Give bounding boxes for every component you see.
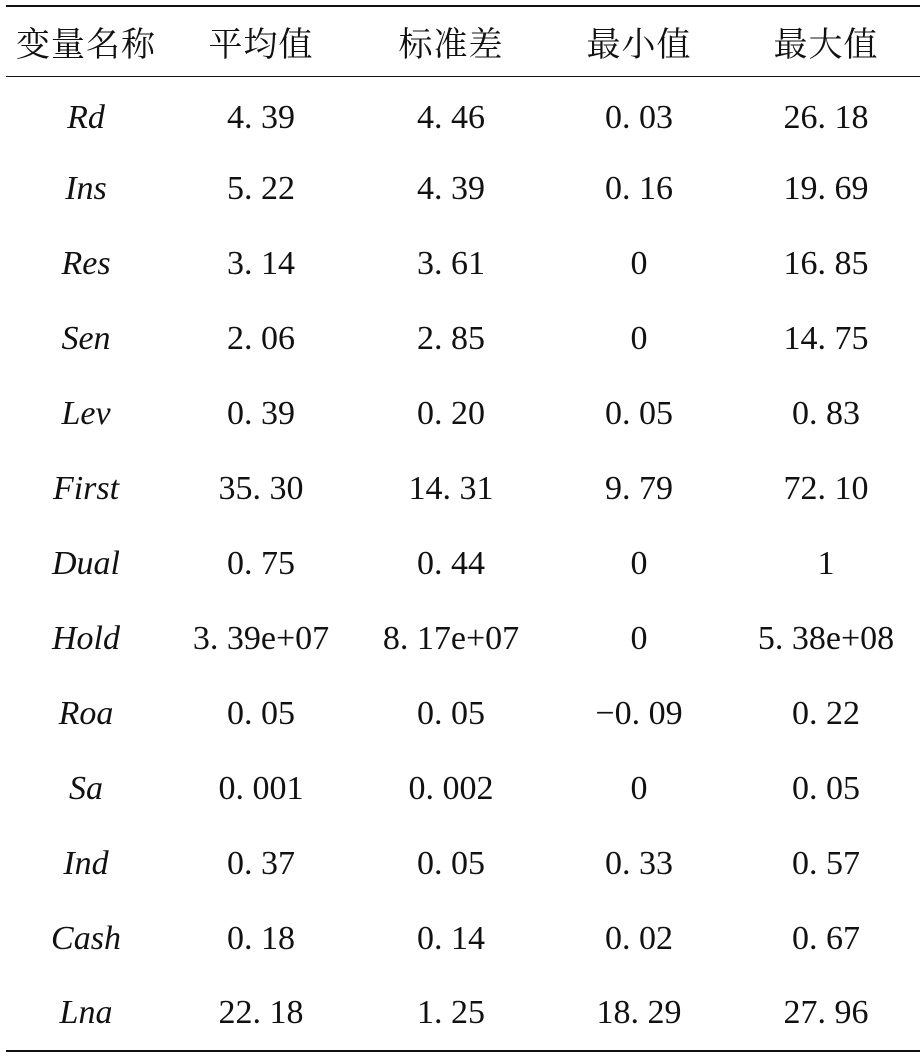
cell-max: 26. 18 — [783, 98, 869, 136]
cell-std-dev: 14. 31 — [408, 469, 494, 507]
table-row — [6, 226, 920, 301]
cell-std-dev: 4. 39 — [417, 169, 485, 207]
cell-mean: 22. 18 — [218, 994, 304, 1031]
cell-std-dev: 3. 61 — [417, 244, 485, 282]
header-std-dev: 标准差 — [398, 24, 504, 65]
cell-mean: 4. 39 — [227, 98, 295, 136]
cell-variable: Rd — [67, 98, 105, 136]
cell-min: 0 — [630, 544, 648, 582]
cell-std-dev: 0. 05 — [417, 844, 485, 882]
cell-mean: 0. 18 — [227, 919, 295, 957]
table-row — [6, 451, 920, 526]
header-mean: 平均值 — [208, 24, 314, 65]
cell-std-dev: 1. 25 — [417, 994, 485, 1031]
cell-mean: 0. 05 — [227, 694, 295, 732]
table-body — [6, 76, 920, 1051]
cell-mean: 0. 39 — [227, 394, 295, 432]
cell-variable: Sen — [61, 319, 111, 357]
cell-std-dev: 2. 85 — [417, 319, 485, 357]
table-row — [6, 751, 920, 826]
table-header — [6, 6, 920, 76]
cell-min: 0 — [630, 769, 648, 807]
cell-min: 0. 05 — [605, 394, 673, 432]
cell-variable: Ins — [65, 169, 107, 207]
cell-mean: 0. 37 — [227, 844, 295, 882]
cell-variable: Lev — [61, 394, 111, 432]
cell-max: 16. 85 — [783, 244, 869, 282]
cell-max: 72. 10 — [783, 469, 869, 507]
cell-mean: 0. 001 — [218, 769, 304, 807]
cell-mean: 5. 22 — [227, 169, 295, 207]
cell-std-dev: 0. 20 — [417, 394, 485, 432]
table-row — [6, 901, 920, 976]
cell-min: −0. 09 — [595, 694, 683, 732]
cell-min: 0. 16 — [605, 169, 673, 207]
cell-min: 18. 29 — [596, 994, 682, 1031]
cell-max: 0. 83 — [792, 394, 860, 432]
cell-min: 0 — [630, 244, 648, 282]
cell-max: 0. 05 — [792, 769, 860, 807]
header-row — [6, 6, 920, 76]
cell-variable: Dual — [52, 544, 120, 582]
cell-max: 27. 96 — [783, 994, 869, 1031]
cell-std-dev: 0. 44 — [417, 544, 485, 582]
cell-max: 5. 38e+08 — [757, 619, 895, 657]
cell-variable: Roa — [58, 694, 114, 732]
cell-variable: Lna — [59, 994, 113, 1031]
cell-variable: Hold — [52, 619, 120, 657]
header-min: 最小值 — [586, 24, 692, 65]
table-row — [6, 151, 920, 226]
cell-min: 0 — [630, 319, 648, 357]
cell-max: 19. 69 — [783, 169, 869, 207]
table-row — [6, 976, 920, 1051]
cell-std-dev: 0. 002 — [408, 769, 494, 807]
cell-min: 0. 33 — [605, 844, 673, 882]
table-row — [6, 376, 920, 451]
cell-variable: Cash — [51, 919, 121, 957]
cell-variable: Res — [61, 244, 111, 282]
table-row — [6, 526, 920, 601]
header-max: 最大值 — [773, 24, 879, 65]
cell-mean: 0. 75 — [227, 544, 295, 582]
cell-std-dev: 0. 05 — [417, 694, 485, 732]
cell-min: 0. 03 — [605, 98, 673, 136]
cell-variable: First — [52, 469, 120, 507]
cell-std-dev: 4. 46 — [417, 98, 485, 136]
cell-mean: 2. 06 — [227, 319, 295, 357]
table-row — [6, 826, 920, 901]
cell-max: 14. 75 — [783, 319, 869, 357]
cell-std-dev: 8. 17e+07 — [382, 619, 520, 657]
table-row — [6, 76, 920, 151]
cell-max: 0. 57 — [792, 844, 860, 882]
cell-mean: 35. 30 — [218, 469, 304, 507]
table-row — [6, 601, 920, 676]
cell-variable: Sa — [69, 769, 103, 807]
header-variable-name: 变量名称 — [16, 24, 156, 65]
cell-std-dev: 0. 14 — [417, 919, 485, 957]
cell-mean: 3. 14 — [227, 244, 295, 282]
cell-max: 0. 22 — [792, 694, 860, 732]
cell-max: 0. 67 — [792, 919, 860, 957]
cell-min: 9. 79 — [605, 469, 673, 507]
cell-variable: Ind — [63, 844, 109, 882]
descriptive-statistics-table — [6, 5, 920, 1052]
cell-min: 0. 02 — [605, 919, 673, 957]
table-row — [6, 301, 920, 376]
cell-mean: 3. 39e+07 — [192, 619, 330, 657]
cell-max: 1 — [817, 544, 835, 582]
cell-min: 0 — [630, 619, 648, 657]
table-row — [6, 676, 920, 751]
descriptive-statistics-table-container — [6, 5, 920, 1052]
